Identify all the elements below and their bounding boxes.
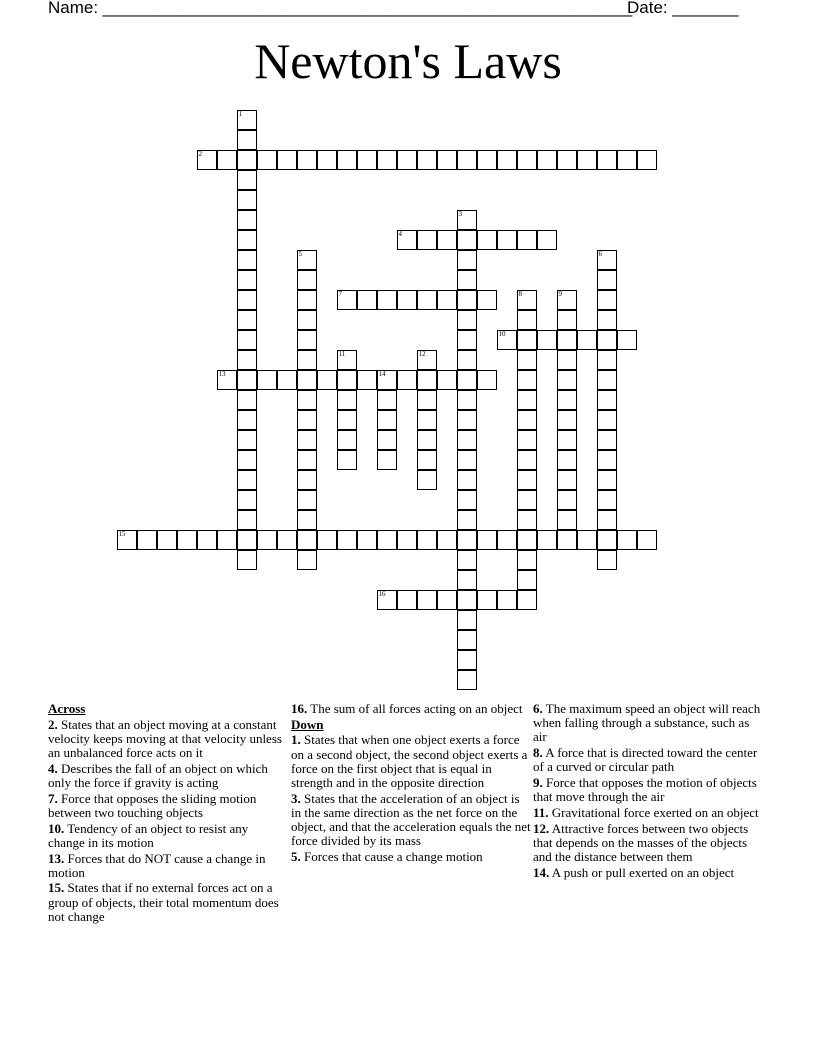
crossword-cell[interactable] — [557, 410, 577, 430]
crossword-cell[interactable] — [617, 330, 637, 350]
crossword-cell[interactable] — [557, 470, 577, 490]
crossword-cell[interactable] — [557, 150, 577, 170]
crossword-cell[interactable] — [477, 370, 497, 390]
cell-number: 12 — [418, 350, 426, 358]
crossword-cell[interactable] — [457, 470, 477, 490]
crossword-cell[interactable] — [297, 510, 317, 530]
crossword-cell[interactable] — [237, 190, 257, 210]
crossword-cell[interactable] — [157, 530, 177, 550]
crossword-cell[interactable] — [297, 330, 317, 350]
cell-number: 8 — [518, 290, 522, 298]
crossword-cell[interactable] — [517, 450, 537, 470]
crossword-cell[interactable] — [597, 510, 617, 530]
crossword-cell[interactable] — [457, 450, 477, 470]
crossword-cell[interactable] — [337, 530, 357, 550]
crossword-cell[interactable] — [237, 510, 257, 530]
crossword-cell[interactable] — [297, 470, 317, 490]
crossword-cell[interactable] — [297, 530, 317, 550]
crossword-cell[interactable] — [377, 150, 397, 170]
crossword-cell[interactable] — [457, 250, 477, 270]
crossword-cell[interactable] — [297, 270, 317, 290]
crossword-cell[interactable] — [457, 330, 477, 350]
crossword-cell[interactable] — [597, 150, 617, 170]
crossword-cell[interactable] — [237, 410, 257, 430]
crossword-cell[interactable] — [377, 290, 397, 310]
crossword-cell[interactable] — [277, 370, 297, 390]
crossword-cell[interactable] — [517, 590, 537, 610]
crossword-cell[interactable] — [417, 590, 437, 610]
crossword-cell[interactable] — [597, 550, 617, 570]
crossword-cell[interactable] — [337, 390, 357, 410]
clue-down-1: 1. States that when one object exerts a force on a second object, the second object exerts a force on the first object that is equal in strength and in the opposite direction — [291, 732, 528, 791]
crossword-cell[interactable] — [517, 230, 537, 250]
crossword-cell[interactable] — [517, 530, 537, 550]
crossword-cell[interactable] — [457, 670, 477, 690]
crossword-cell[interactable] — [337, 150, 357, 170]
crossword-cell[interactable] — [437, 530, 457, 550]
cell-number: 9 — [558, 290, 562, 298]
date-field-label: Date: _______ — [627, 0, 739, 17]
crossword-cell[interactable] — [557, 330, 577, 350]
crossword-cell[interactable] — [597, 370, 617, 390]
crossword-cell[interactable] — [237, 550, 257, 570]
crossword-cell[interactable] — [297, 550, 317, 570]
cell-number: 3 — [458, 210, 462, 218]
crossword-cell[interactable] — [637, 530, 657, 550]
crossword-cell[interactable] — [517, 470, 537, 490]
crossword-cell[interactable] — [457, 150, 477, 170]
clue-down-12: 12. Attractive forces between two objects that depends on the masses of the objects and the distance between them — [533, 820, 749, 865]
crossword-cell[interactable] — [517, 350, 537, 370]
crossword-cell[interactable] — [417, 530, 437, 550]
crossword-cell[interactable] — [457, 550, 477, 570]
crossword-cell[interactable] — [517, 430, 537, 450]
crossword-cell[interactable] — [597, 310, 617, 330]
crossword-cell[interactable] — [417, 230, 437, 250]
crossword-cell[interactable] — [497, 230, 517, 250]
crossword-cell[interactable] — [337, 410, 357, 430]
crossword-cell[interactable] — [577, 150, 597, 170]
crossword-cell[interactable] — [477, 290, 497, 310]
crossword-cell[interactable] — [597, 270, 617, 290]
crossword-cell[interactable] — [357, 290, 377, 310]
crossword-cell[interactable] — [237, 150, 257, 170]
clue-down-5: 5. Forces that cause a change motion — [291, 849, 483, 865]
crossword-cell[interactable] — [437, 590, 457, 610]
crossword-cell[interactable] — [357, 370, 377, 390]
crossword-cell[interactable] — [597, 490, 617, 510]
clue-down-9: 9. Force that opposes the motion of objects that move through the air — [533, 775, 757, 805]
crossword-cell[interactable] — [517, 390, 537, 410]
crossword-cell[interactable] — [617, 530, 637, 550]
crossword-cell[interactable] — [237, 210, 257, 230]
crossword-cell[interactable] — [377, 530, 397, 550]
crossword-cell[interactable] — [457, 390, 477, 410]
crossword-cell[interactable] — [237, 170, 257, 190]
crossword-cell[interactable] — [517, 490, 537, 510]
crossword-cell[interactable] — [457, 270, 477, 290]
crossword-cell[interactable] — [557, 370, 577, 390]
cell-number: 10 — [498, 330, 506, 338]
crossword-cell[interactable] — [437, 230, 457, 250]
crossword-cell[interactable] — [557, 450, 577, 470]
crossword-cell[interactable] — [237, 390, 257, 410]
crossword-cell[interactable] — [517, 310, 537, 330]
crossword-cell[interactable] — [457, 430, 477, 450]
clue-down-14: 14. A push or pull exerted on an object — [533, 864, 735, 880]
cell-number: 13 — [218, 370, 226, 378]
crossword-cell[interactable] — [377, 390, 397, 410]
crossword-cell[interactable] — [457, 610, 477, 630]
clue-column-2 — [291, 702, 531, 866]
clue-column-3 — [533, 702, 761, 881]
crossword-cell[interactable] — [517, 570, 537, 590]
crossword-cell[interactable] — [557, 530, 577, 550]
cell-number: 2 — [198, 150, 202, 158]
cell-number: 1 — [238, 110, 242, 118]
crossword-cell[interactable] — [297, 390, 317, 410]
crossword-cell[interactable] — [297, 450, 317, 470]
crossword-cell[interactable] — [597, 470, 617, 490]
crossword-cell[interactable] — [457, 510, 477, 530]
crossword-cell[interactable] — [237, 430, 257, 450]
crossword-cell[interactable] — [597, 390, 617, 410]
crossword-cell[interactable] — [417, 370, 437, 390]
clue-across-15: 15. States that if no external forces act on a group of objects, their total momentum does not change — [48, 880, 279, 924]
clue-down-11: 11. Gravitational force exerted on an object — [533, 804, 759, 820]
crossword-cell[interactable] — [597, 330, 617, 350]
crossword-cell[interactable] — [137, 530, 157, 550]
clue-across-7: 7. Force that opposes the sliding motion between two touching objects — [48, 790, 257, 820]
clue-across-13: 13. Forces that do NOT cause a change in motion — [48, 850, 266, 880]
crossword-cell[interactable] — [617, 150, 637, 170]
crossword-cell[interactable] — [237, 310, 257, 330]
crossword-cell[interactable] — [237, 290, 257, 310]
crossword-cell[interactable] — [297, 150, 317, 170]
crossword-cell[interactable] — [237, 530, 257, 550]
crossword-cell[interactable] — [177, 530, 197, 550]
cell-number: 4 — [398, 230, 402, 238]
crossword-cell[interactable] — [397, 290, 417, 310]
crossword-cell[interactable] — [437, 150, 457, 170]
clue-column-1 — [48, 702, 288, 926]
crossword-cell[interactable] — [237, 470, 257, 490]
crossword-cell[interactable] — [577, 330, 597, 350]
clue-down-8: 8. A force that is directed toward the center of a curved or circular path — [533, 745, 758, 775]
crossword-cell[interactable] — [237, 250, 257, 270]
crossword-cell[interactable] — [457, 490, 477, 510]
cell-number: 5 — [298, 250, 302, 258]
crossword-cell[interactable] — [597, 290, 617, 310]
crossword-cell[interactable] — [497, 590, 517, 610]
crossword-cell[interactable] — [517, 510, 537, 530]
crossword-cell[interactable] — [497, 530, 517, 550]
crossword-cell[interactable] — [297, 370, 317, 390]
crossword-cell[interactable] — [637, 150, 657, 170]
crossword-cell[interactable] — [517, 370, 537, 390]
crossword-cell[interactable] — [557, 490, 577, 510]
crossword-cell[interactable] — [497, 150, 517, 170]
cell-number: 6 — [598, 250, 602, 258]
crossword-cell[interactable] — [477, 530, 497, 550]
crossword-cell[interactable] — [397, 370, 417, 390]
across-heading: Across — [48, 701, 86, 716]
crossword-cell[interactable] — [377, 430, 397, 450]
crossword-cell[interactable] — [457, 310, 477, 330]
clue-across-4: 4. Describes the fall of an object on which only the force if gravity is acting — [48, 760, 268, 791]
crossword-cell[interactable] — [457, 530, 477, 550]
crossword-cell[interactable] — [537, 230, 557, 250]
crossword-cell[interactable] — [237, 370, 257, 390]
crossword-cell[interactable] — [237, 230, 257, 250]
crossword-cell[interactable] — [397, 530, 417, 550]
clue-down-6: 6. The maximum speed an object will reach when falling through a substance, such as air — [533, 701, 761, 745]
crossword-cell[interactable] — [457, 570, 477, 590]
crossword-cell[interactable] — [297, 310, 317, 330]
cell-number: 16 — [378, 590, 386, 598]
crossword-cell[interactable] — [417, 150, 437, 170]
crossword-cell[interactable] — [457, 590, 477, 610]
crossword-cell[interactable] — [257, 530, 277, 550]
crossword-cell[interactable] — [417, 290, 437, 310]
crossword-cell[interactable] — [277, 150, 297, 170]
crossword-cell[interactable] — [397, 590, 417, 610]
crossword-cell[interactable] — [457, 290, 477, 310]
crossword-cell[interactable] — [457, 410, 477, 430]
crossword-cell[interactable] — [297, 430, 317, 450]
cell-number: 14 — [378, 370, 386, 378]
crossword-cell[interactable] — [557, 390, 577, 410]
crossword-cell[interactable] — [537, 330, 557, 350]
crossword-cell[interactable] — [197, 530, 217, 550]
crossword-cell[interactable] — [317, 150, 337, 170]
page-title: Newton's Laws — [254, 33, 562, 89]
clue-across-16: 16. The sum of all forces acting on an object — [291, 701, 523, 716]
crossword-cell[interactable] — [517, 150, 537, 170]
crossword-cell[interactable] — [257, 370, 277, 390]
crossword-cell[interactable] — [417, 410, 437, 430]
crossword-cell[interactable] — [517, 330, 537, 350]
crossword-cell[interactable] — [517, 410, 537, 430]
crossword-cell[interactable] — [417, 390, 437, 410]
crossword-cell[interactable] — [597, 410, 617, 430]
crossword-cell[interactable] — [597, 530, 617, 550]
crossword-cell[interactable] — [597, 430, 617, 450]
crossword-cell[interactable] — [417, 450, 437, 470]
crossword-cell[interactable] — [377, 410, 397, 430]
crossword-cell[interactable] — [437, 290, 457, 310]
crossword-cell[interactable] — [437, 370, 457, 390]
crossword-cell[interactable] — [517, 550, 537, 570]
cell-number: 15 — [118, 530, 126, 538]
crossword-cell[interactable] — [337, 370, 357, 390]
crossword-cell[interactable] — [237, 270, 257, 290]
crossword-cell[interactable] — [297, 490, 317, 510]
crossword-cell[interactable] — [457, 370, 477, 390]
crossword-cell[interactable] — [357, 530, 377, 550]
crossword-cell[interactable] — [297, 410, 317, 430]
clue-down-3: 3. States that the acceleration of an object is in the same direction as the net force on the object, and that the acceleration equals the net force divided by its mass — [291, 790, 531, 849]
crossword-cell[interactable] — [417, 430, 437, 450]
crossword-cell[interactable] — [457, 650, 477, 670]
crossword-cell[interactable] — [477, 150, 497, 170]
crossword-cell[interactable] — [417, 470, 437, 490]
cell-number: 11 — [338, 350, 346, 358]
crossword-cell[interactable] — [477, 590, 497, 610]
clue-across-10: 10. Tendency of an object to resist any change in its motion — [48, 820, 249, 850]
crossword-cell[interactable] — [237, 490, 257, 510]
crossword-cell[interactable] — [457, 350, 477, 370]
crossword-cell[interactable] — [557, 430, 577, 450]
crossword-cell[interactable] — [297, 290, 317, 310]
crossword-cell[interactable] — [237, 450, 257, 470]
crossword-cell[interactable] — [557, 510, 577, 530]
crossword-cell[interactable] — [577, 530, 597, 550]
crossword-cell[interactable] — [597, 450, 617, 470]
down-heading: Down — [291, 716, 324, 732]
crossword-cell[interactable] — [537, 150, 557, 170]
name-field-label: Name: ________________________________________________________ — [48, 0, 633, 17]
cell-number: 7 — [338, 290, 342, 298]
crossword-cell[interactable] — [237, 130, 257, 150]
crossword-cell[interactable] — [237, 330, 257, 350]
crossword-cell[interactable] — [457, 630, 477, 650]
crossword-cell[interactable] — [317, 370, 337, 390]
crossword-cell[interactable] — [557, 310, 577, 330]
crossword-cell[interactable] — [377, 450, 397, 470]
crossword-cell[interactable] — [477, 230, 497, 250]
crossword-cell[interactable] — [337, 430, 357, 450]
crossword-cell[interactable] — [237, 350, 257, 370]
crossword-cell[interactable] — [297, 350, 317, 370]
crossword-cell[interactable] — [397, 150, 417, 170]
crossword-cell[interactable] — [217, 530, 237, 550]
crossword-cell[interactable] — [257, 150, 277, 170]
crossword-cell[interactable] — [457, 230, 477, 250]
clue-across-2: 2. States that an object moving at a constant velocity keeps moving at that velocity unless an unbalanced force acts on it — [48, 716, 282, 761]
crossword-cell[interactable] — [317, 530, 337, 550]
crossword-cell[interactable] — [357, 150, 377, 170]
crossword-cell[interactable] — [277, 530, 297, 550]
crossword-cell[interactable] — [537, 530, 557, 550]
crossword-cell[interactable] — [337, 450, 357, 470]
crossword-cell[interactable] — [557, 350, 577, 370]
crossword-cell[interactable] — [217, 150, 237, 170]
crossword-cell[interactable] — [597, 350, 617, 370]
